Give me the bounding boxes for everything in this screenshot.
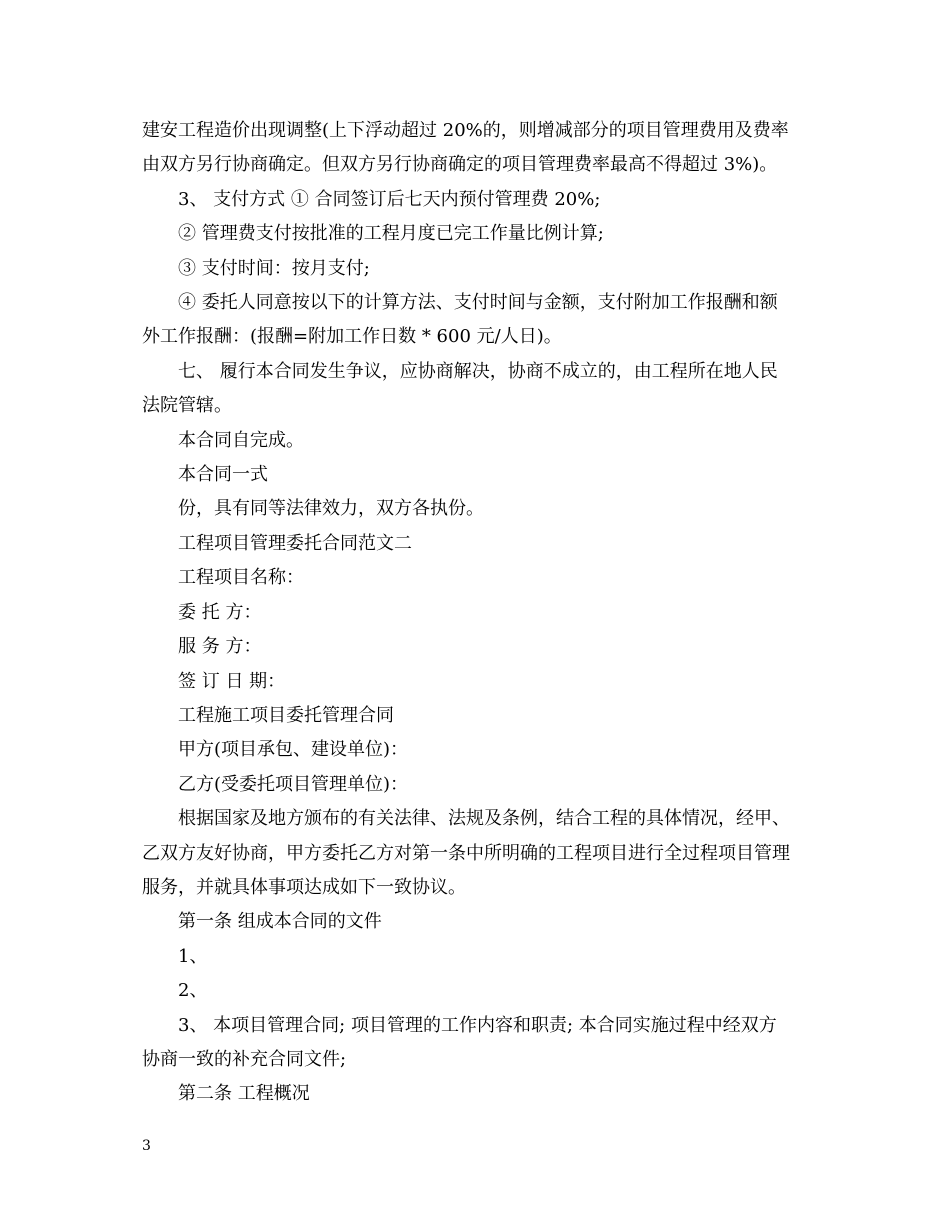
body-line: 3、 支付方式 ① 合同签订后七天内预付管理费 20%; [178,188,601,210]
service-party-field: 服 务 方： [178,636,262,658]
body-line: 根据国家及地方颁布的有关法律、法规及条例，结合工程的具体情况，经甲、 [178,808,790,830]
article-one-heading: 第一条 组成本合同的文件 [178,911,382,933]
body-line: 乙双方友好协商，甲方委托乙方对第一条中所明确的工程项目进行全过程项目管理 [142,842,790,864]
page-number: 3 [142,1138,151,1154]
signing-date-field: 签 订 日 期： [178,670,286,692]
body-line: 服务，并就具体事项达成如下一致协议。 [142,876,466,898]
list-item: 2、 [178,980,208,1002]
body-line: 外工作报酬：(报酬=附加工作日数 * 600 元/人日)。 [142,326,562,348]
party-b-field: 乙方(受委托项目管理单位)： [178,773,409,795]
body-line: 本合同自完成。 [178,429,304,451]
section-heading-seven: 七、 履行本合同发生争议，应协商解决，协商不成立的，由工程所在地人民 [178,360,778,382]
party-a-field: 甲方(项目承包、建设单位)： [178,739,409,761]
body-line: 份，具有同等法律效力，双方各执份。 [178,498,484,520]
contract-subtitle: 工程施工项目委托管理合同 [178,704,394,726]
body-line: 法院管辖。 [142,395,232,417]
body-line: ③ 支付时间：按月支付; [178,257,370,279]
client-field: 委 托 方： [178,601,262,623]
list-item: 3、 本项目管理合同; 项目管理的工作内容和职责; 本合同实施过程中经双方 [178,1014,777,1036]
body-line: ④ 委托人同意按以下的计算方法、支付时间与金额，支付附加工作报酬和额 [178,292,778,314]
contract-title: 工程项目管理委托合同范文二 [178,532,412,554]
body-line: 本合同一式 [178,464,268,486]
list-item: 1、 [178,945,208,967]
project-name-field: 工程项目名称： [178,567,304,589]
body-line: 由双方另行协商确定。但双方另行协商确定的项目管理费率最高不得超过 3%)。 [142,154,778,176]
document-body [142,114,814,1112]
body-line: 建安工程造价出现调整(上下浮动超过 20%的，则增减部分的项目管理费用及费率 [142,120,789,141]
article-two-heading: 第二条 工程概况 [178,1083,310,1105]
body-line: 协商一致的补充合同文件; [142,1048,347,1070]
body-line: ② 管理费支付按批准的工程月度已完工作量比例计算; [178,223,604,245]
